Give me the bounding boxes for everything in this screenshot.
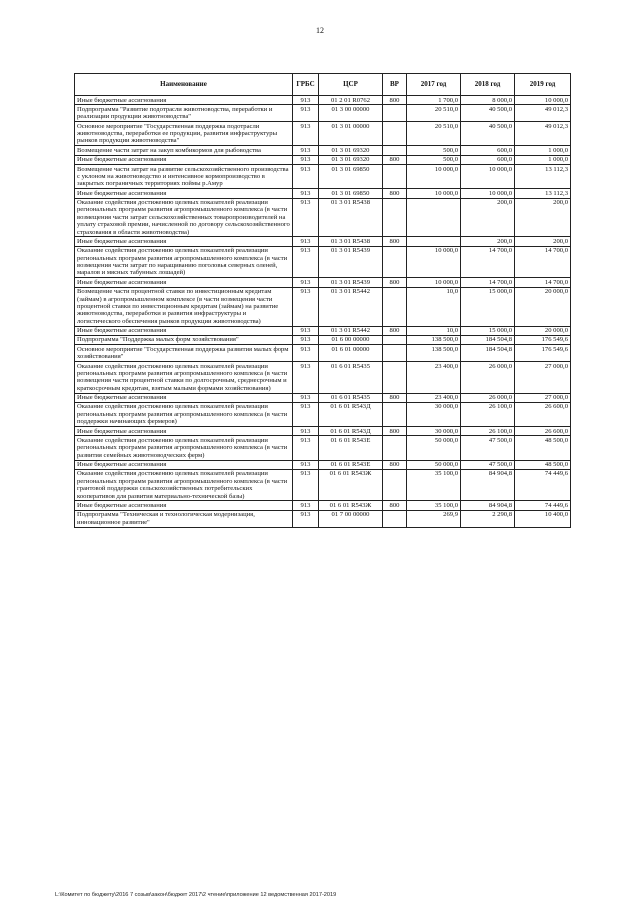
cell-vr [383,402,407,426]
cell-2019: 1 000,0 [515,155,571,164]
cell-name: Оказание содействия достижению целевых показателей реализации региональных программ развития агропромышленного комплекса (в части возмещения части затрат по наращиванию поголовья северных оленей, маралов и мясных табунных лошадей) [75,246,293,278]
column-header-2017: 2017 год [407,74,461,96]
cell-2019: 48 500,0 [515,460,571,469]
cell-2017: 30 000,0 [407,402,461,426]
cell-2019: 176 549,6 [515,335,571,344]
table-row [75,246,571,278]
cell-2019: 200,0 [515,237,571,246]
cell-csr: 01 6 01 R543Ж [319,469,383,501]
cell-vr [383,362,407,394]
cell-2017: 269,9 [407,510,461,527]
cell-2019: 13 112,3 [515,165,571,189]
table-row [75,146,571,155]
cell-grbs: 913 [293,510,319,527]
cell-name: Оказание содействия достижению целевых показателей реализации региональных программ развития агропромышленного комплекса (в части грантовой поддержки сельскохозяйственных потребительских кооперативов для развития материально-технической базы) [75,469,293,501]
cell-csr: 01 3 01 R5438 [319,237,383,246]
table-row [75,287,571,326]
cell-csr: 01 6 00 00000 [319,335,383,344]
cell-2018: 40 500,0 [461,122,515,146]
cell-grbs: 913 [293,436,319,460]
cell-2019: 48 500,0 [515,436,571,460]
cell-csr: 01 3 01 69320 [319,146,383,155]
cell-csr: 01 3 01 69320 [319,155,383,164]
cell-2019: 13 112,3 [515,189,571,198]
cell-csr: 01 3 01 R5438 [319,198,383,237]
cell-vr: 800 [383,96,407,105]
cell-name: Оказание содействия достижению целевых показателей реализации региональных программ развития агропромышленного комплекса (в части поддержки начинающих фермеров) [75,402,293,426]
cell-grbs: 913 [293,326,319,335]
cell-vr: 800 [383,237,407,246]
cell-2017: 20 510,0 [407,105,461,122]
cell-2017: 10 000,0 [407,278,461,287]
budget-table [74,73,571,528]
cell-vr: 800 [383,393,407,402]
cell-csr: 01 3 01 00000 [319,122,383,146]
cell-2018: 8 000,0 [461,96,515,105]
cell-2019: 10 000,0 [515,96,571,105]
cell-2019: 10 400,0 [515,510,571,527]
cell-name: Оказание содействия достижению целевых показателей реализации региональных программ развития агропромышленного комплекса (в части развития семейных животноводческих ферм) [75,436,293,460]
cell-2018: 26 100,0 [461,427,515,436]
cell-grbs: 913 [293,402,319,426]
table-row [75,155,571,164]
cell-vr [383,246,407,278]
cell-2018: 40 500,0 [461,105,515,122]
cell-2019: 20 000,0 [515,326,571,335]
page-number: 12 [316,26,324,35]
cell-name: Основное мероприятие "Государственная поддержка подотрасли животноводства, переработки ее продукции, развития инфраструктуры рынков продукции животноводства" [75,122,293,146]
cell-vr [383,122,407,146]
cell-grbs: 913 [293,96,319,105]
cell-2019: 74 449,6 [515,501,571,510]
cell-vr [383,165,407,189]
cell-name: Подпрограмма "Развитие подотрасли животноводства, переработки и реализации продукции животноводства" [75,105,293,122]
cell-name: Иные бюджетные ассигнования [75,326,293,335]
file-path-footer: L:\Комитет по бюджету\2016 7 созыв\закон\бюджет 2017\2 чтение\приложение 12 ведомственная 2017-2019 [55,892,337,898]
table-header-row [75,74,571,96]
cell-2018: 15 000,0 [461,326,515,335]
cell-grbs: 913 [293,246,319,278]
cell-2018: 200,0 [461,237,515,246]
cell-name: Оказание содействия достижению целевых показателей реализации региональных программ развития агропромышленного комплекса (в части возмещения части затрат сельскохозяйственных товаропроизводителей на уплату страховой премии, начисленной по договору сельскохозяйственного страхования в области животноводства) [75,198,293,237]
table-row [75,469,571,501]
cell-2017: 20 510,0 [407,122,461,146]
cell-2017 [407,198,461,237]
cell-vr [383,436,407,460]
cell-grbs: 913 [293,189,319,198]
table-row [75,402,571,426]
cell-2019: 14 700,0 [515,246,571,278]
table-row [75,326,571,335]
cell-grbs: 913 [293,335,319,344]
cell-2018: 84 904,8 [461,469,515,501]
table-row [75,96,571,105]
cell-vr: 800 [383,460,407,469]
table-row [75,460,571,469]
cell-vr: 800 [383,427,407,436]
cell-grbs: 913 [293,278,319,287]
cell-2019: 49 012,3 [515,122,571,146]
cell-2018: 84 904,8 [461,501,515,510]
cell-2018: 14 700,0 [461,278,515,287]
cell-name: Подпрограмма "Техническая и технологическая модернизация, инновационное развитие" [75,510,293,527]
cell-vr: 800 [383,189,407,198]
cell-2017: 1 700,0 [407,96,461,105]
table-row [75,165,571,189]
cell-2018: 15 000,0 [461,287,515,326]
cell-csr: 01 6 01 R543Д [319,402,383,426]
table-row [75,237,571,246]
cell-grbs: 913 [293,469,319,501]
cell-2017: 23 400,0 [407,362,461,394]
cell-name: Иные бюджетные ассигнования [75,155,293,164]
cell-vr: 800 [383,326,407,335]
cell-vr [383,146,407,155]
cell-csr: 01 3 01 R5439 [319,246,383,278]
cell-name: Иные бюджетные ассигнования [75,278,293,287]
cell-vr: 800 [383,278,407,287]
cell-csr: 01 3 01 R5442 [319,326,383,335]
cell-2018: 200,0 [461,198,515,237]
cell-grbs: 913 [293,237,319,246]
cell-2018: 26 000,0 [461,393,515,402]
cell-2017: 500,0 [407,155,461,164]
cell-2018: 2 290,8 [461,510,515,527]
cell-vr [383,469,407,501]
cell-2017: 35 100,0 [407,469,461,501]
cell-csr: 01 3 01 R5439 [319,278,383,287]
cell-csr: 01 3 01 R5442 [319,287,383,326]
cell-2018: 47 500,0 [461,460,515,469]
cell-csr: 01 7 00 00000 [319,510,383,527]
cell-2017: 35 100,0 [407,501,461,510]
table-row [75,278,571,287]
table-row [75,393,571,402]
cell-grbs: 913 [293,122,319,146]
cell-2018: 26 000,0 [461,362,515,394]
column-header-2019: 2019 год [515,74,571,96]
cell-csr: 01 3 01 69850 [319,189,383,198]
cell-vr [383,287,407,326]
cell-2017: 500,0 [407,146,461,155]
cell-grbs: 913 [293,362,319,394]
cell-name: Иные бюджетные ассигнования [75,427,293,436]
cell-2019: 200,0 [515,198,571,237]
cell-name: Иные бюджетные ассигнования [75,237,293,246]
table-row [75,362,571,394]
cell-grbs: 913 [293,427,319,436]
cell-2017: 10,0 [407,287,461,326]
table-row [75,436,571,460]
column-header-csr: ЦСР [319,74,383,96]
cell-2018: 10 000,0 [461,165,515,189]
cell-2017: 138 500,0 [407,345,461,362]
cell-csr: 01 6 01 R543Е [319,436,383,460]
cell-csr: 01 6 01 R543Д [319,427,383,436]
table-row [75,427,571,436]
table-row [75,198,571,237]
cell-csr: 01 6 01 R543Е [319,460,383,469]
table-row [75,345,571,362]
cell-vr [383,345,407,362]
cell-2018: 26 100,0 [461,402,515,426]
cell-name: Иные бюджетные ассигнования [75,393,293,402]
cell-2018: 10 000,0 [461,189,515,198]
cell-2019: 74 449,6 [515,469,571,501]
cell-2018: 14 700,0 [461,246,515,278]
cell-csr: 01 6 01 R543Ж [319,501,383,510]
cell-grbs: 913 [293,345,319,362]
cell-2019: 20 000,0 [515,287,571,326]
cell-name: Иные бюджетные ассигнования [75,96,293,105]
cell-name: Подпрограмма "Поддержка малых форм хозяйствования" [75,335,293,344]
cell-name: Возмещение части процентной ставки по инвестиционным кредитам (займам) в агропромышленном комплексе (в части возмещения части процентной ставки по инвестиционным кредитам (займам) на развитие животноводства, переработки и развития инфраструктуры и логистического обеспечения рынков продукции животноводства) [75,287,293,326]
cell-csr: 01 3 00 00000 [319,105,383,122]
cell-vr: 800 [383,155,407,164]
cell-2018: 47 500,0 [461,436,515,460]
column-header-grbs: ГРБС [293,74,319,96]
cell-2019: 27 000,0 [515,393,571,402]
cell-vr [383,105,407,122]
cell-2019: 176 549,6 [515,345,571,362]
cell-grbs: 913 [293,155,319,164]
cell-name: Иные бюджетные ассигнования [75,501,293,510]
cell-2017: 10 000,0 [407,246,461,278]
cell-2017: 10 000,0 [407,165,461,189]
cell-2017: 10,0 [407,326,461,335]
cell-2019: 26 600,0 [515,402,571,426]
cell-2017: 10 000,0 [407,189,461,198]
cell-grbs: 913 [293,165,319,189]
cell-2017: 50 000,0 [407,460,461,469]
cell-vr [383,510,407,527]
cell-2019: 14 700,0 [515,278,571,287]
cell-name: Возмещение части затрат на закуп комбикормов для рыбоводства [75,146,293,155]
cell-csr: 01 6 01 R5435 [319,393,383,402]
cell-name: Основное мероприятие "Государственная поддержка развития малых форм хозяйствования" [75,345,293,362]
cell-name: Иные бюджетные ассигнования [75,189,293,198]
cell-vr [383,198,407,237]
cell-2017: 23 400,0 [407,393,461,402]
cell-2019: 1 000,0 [515,146,571,155]
cell-vr: 800 [383,501,407,510]
cell-vr [383,335,407,344]
cell-2017: 30 000,0 [407,427,461,436]
cell-name: Иные бюджетные ассигнования [75,460,293,469]
cell-2017: 50 000,0 [407,436,461,460]
cell-csr: 01 3 01 69850 [319,165,383,189]
table-row [75,122,571,146]
cell-name: Оказание содействия достижению целевых показателей реализации региональных программ развития агропромышленного комплекса (в части возмещения части процентной ставки по долгосрочным, среднесрочным и краткосрочным кредитам, взятым малыми формами хозяйствования) [75,362,293,394]
cell-grbs: 913 [293,146,319,155]
cell-grbs: 913 [293,501,319,510]
cell-name: Возмещение части затрат на развитие сельскохозяйственного производства с уклоном на животноводство и интенсивное кормопроизводство в закрытых пограничных территориях поймы р.Амур [75,165,293,189]
cell-grbs: 913 [293,198,319,237]
cell-2017: 138 500,0 [407,335,461,344]
table-row [75,189,571,198]
table-row [75,501,571,510]
cell-csr: 01 6 01 R5435 [319,362,383,394]
cell-2019: 26 600,0 [515,427,571,436]
cell-2018: 184 504,8 [461,345,515,362]
table-row [75,510,571,527]
cell-grbs: 913 [293,393,319,402]
cell-2018: 184 504,8 [461,335,515,344]
cell-grbs: 913 [293,460,319,469]
table-row [75,105,571,122]
cell-csr: 01 6 01 00000 [319,345,383,362]
cell-2018: 600,0 [461,155,515,164]
column-header-2018: 2018 год [461,74,515,96]
cell-2019: 27 000,0 [515,362,571,394]
cell-csr: 01 2 01 R0762 [319,96,383,105]
cell-grbs: 913 [293,105,319,122]
cell-2017 [407,237,461,246]
cell-2018: 600,0 [461,146,515,155]
cell-grbs: 913 [293,287,319,326]
cell-2019: 49 012,3 [515,105,571,122]
column-header-name: Наименование [75,74,293,96]
column-header-vr: ВР [383,74,407,96]
table-row [75,335,571,344]
